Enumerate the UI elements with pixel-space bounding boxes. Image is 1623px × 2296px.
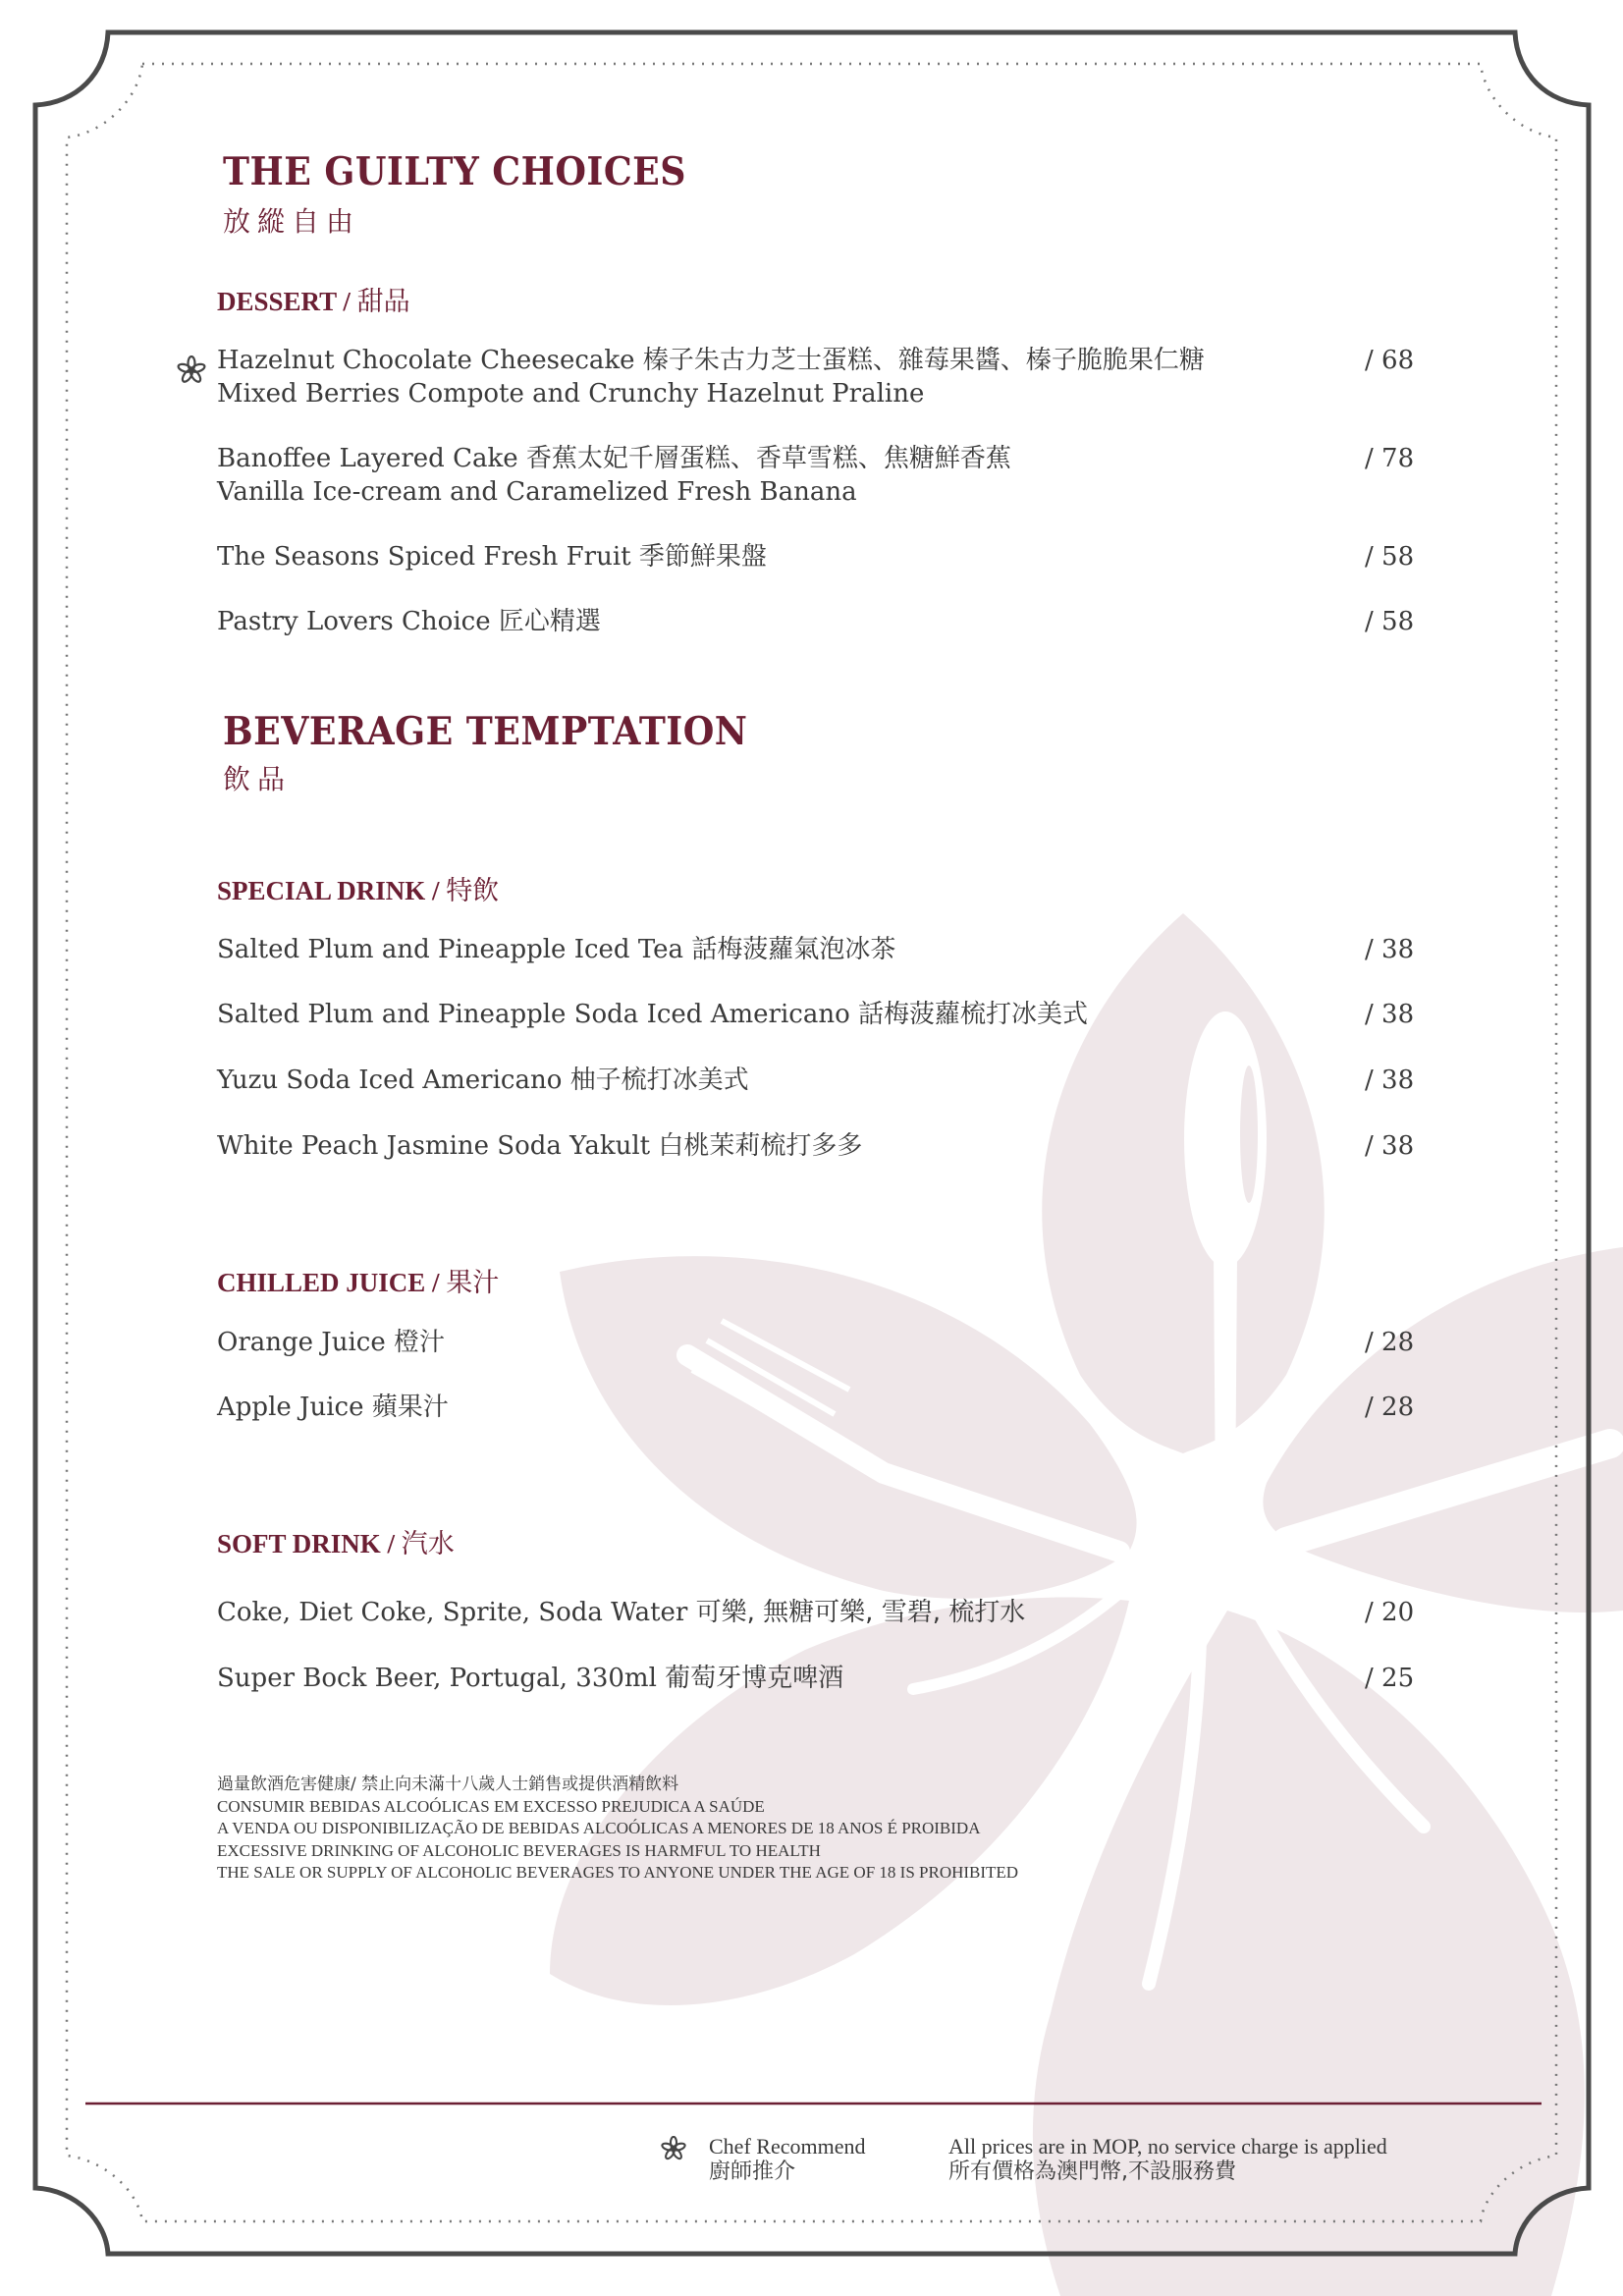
menu-item: Salted Plum and Pineapple Soda Iced Americano 話梅菠蘿梳打冰美式 [217, 1000, 1088, 1029]
item-price: / 38 [1365, 935, 1415, 964]
item-price: / 38 [1365, 1131, 1415, 1161]
disclaimer-line: THE SALE OR SUPPLY OF ALCOHOLIC BEVERAGES TO ANYONE UNDER THE AGE OF 18 IS PROHIBITED [217, 1863, 1019, 1882]
chef-recommend-icon [177, 355, 206, 385]
menu-item: The Seasons Spiced Fresh Fruit 季節鮮果盤 [217, 542, 767, 572]
category-soft-drink [217, 1522, 455, 1560]
item-price: / 28 [1365, 1393, 1415, 1422]
menu-item: Super Bock Beer, Portugal, 330ml 葡萄牙博克啤酒 [217, 1664, 844, 1693]
alcohol-disclaimer [217, 1774, 1018, 1885]
disclaimer-line: EXCESSIVE DRINKING OF ALCOHOLIC BEVERAGES IS HARMFUL TO HEALTH [217, 1840, 821, 1860]
category-dessert [217, 280, 410, 318]
item-price: / 25 [1365, 1664, 1415, 1693]
price-note: All prices are in MOP, no service charge is applied 所有價格為澳門幣,不設服務費 [948, 2134, 1387, 2184]
category-label-zh: 特飲 [446, 876, 500, 906]
category-label-zh: 汽水 [401, 1529, 455, 1559]
category-label-zh: 甜品 [356, 287, 410, 317]
menu-item: Banoffee Layered Cake 香蕉太妃千層蛋糕、香草雪糕、焦糖鮮香蕉 Vanilla Ice-cream and Caramelized Fresh Banana [217, 444, 1011, 507]
item-price: / 20 [1365, 1598, 1415, 1627]
section-title-beverage: BEVERAGE TEMPTATION [223, 709, 748, 754]
item-price: / 68 [1365, 346, 1415, 375]
section-title-guilty: THE GUILTY CHOICES [223, 149, 686, 194]
chef-recommend-icon [661, 2136, 686, 2161]
menu-item: Hazelnut Chocolate Cheesecake 榛子朱古力芝士蛋糕、雜莓果醬、榛子脆脆果仁糖 Mixed Berries Compote and Crunchy Hazelnut Praline [217, 346, 1205, 409]
category-label: CHILLED JUICE / [217, 1268, 440, 1297]
section-subtitle-guilty: 放縱自由 [223, 205, 361, 238]
category-label: DESSERT / [217, 287, 351, 316]
item-price: / 58 [1365, 607, 1415, 636]
menu-item: Coke, Diet Coke, Sprite, Soda Water 可樂, 無糖可樂, 雪碧, 梳打水 [217, 1598, 1026, 1627]
menu-item: Pastry Lovers Choice 匠心精選 [217, 607, 601, 636]
item-price: / 28 [1365, 1328, 1415, 1357]
menu-item: Apple Juice 蘋果汁 [217, 1393, 449, 1422]
section-subtitle-beverage: 飲品 [223, 763, 293, 795]
category-label-zh: 果汁 [446, 1268, 500, 1298]
item-price: / 58 [1365, 542, 1415, 572]
disclaimer-line: A VENDA OU DISPONIBILIZAÇÃO DE BEBIDAS ALCOÓLICAS A MENORES DE 18 ANOS É PROIBIDA [217, 1819, 981, 1837]
disclaimer-line: CONSUMIR BEBIDAS ALCOÓLICAS EM EXCESSO PREJUDICA A SAÚDE [217, 1796, 765, 1816]
category-chilled-juice [217, 1261, 499, 1299]
category-label: SPECIAL DRINK / [217, 876, 440, 905]
disclaimer-line: 過量飲酒危害健康/ 禁止向未滿十八歲人士銷售或提供酒精飲料 [217, 1775, 679, 1794]
category-label: SOFT DRINK / [217, 1529, 396, 1558]
item-price: / 38 [1365, 1000, 1415, 1029]
menu-item: Salted Plum and Pineapple Iced Tea 話梅菠蘿氣泡冰茶 [217, 935, 896, 964]
category-special-drink [217, 869, 499, 907]
menu-item: White Peach Jasmine Soda Yakult 白桃茉莉梳打多多 [217, 1131, 863, 1161]
menu-item: Orange Juice 橙汁 [217, 1328, 445, 1357]
chef-recommend-legend: Chef Recommend 廚師推介 [709, 2134, 866, 2184]
menu-item: Yuzu Soda Iced Americano 柚子梳打冰美式 [217, 1066, 749, 1095]
item-price: / 78 [1365, 444, 1415, 473]
item-price: / 38 [1365, 1066, 1415, 1095]
